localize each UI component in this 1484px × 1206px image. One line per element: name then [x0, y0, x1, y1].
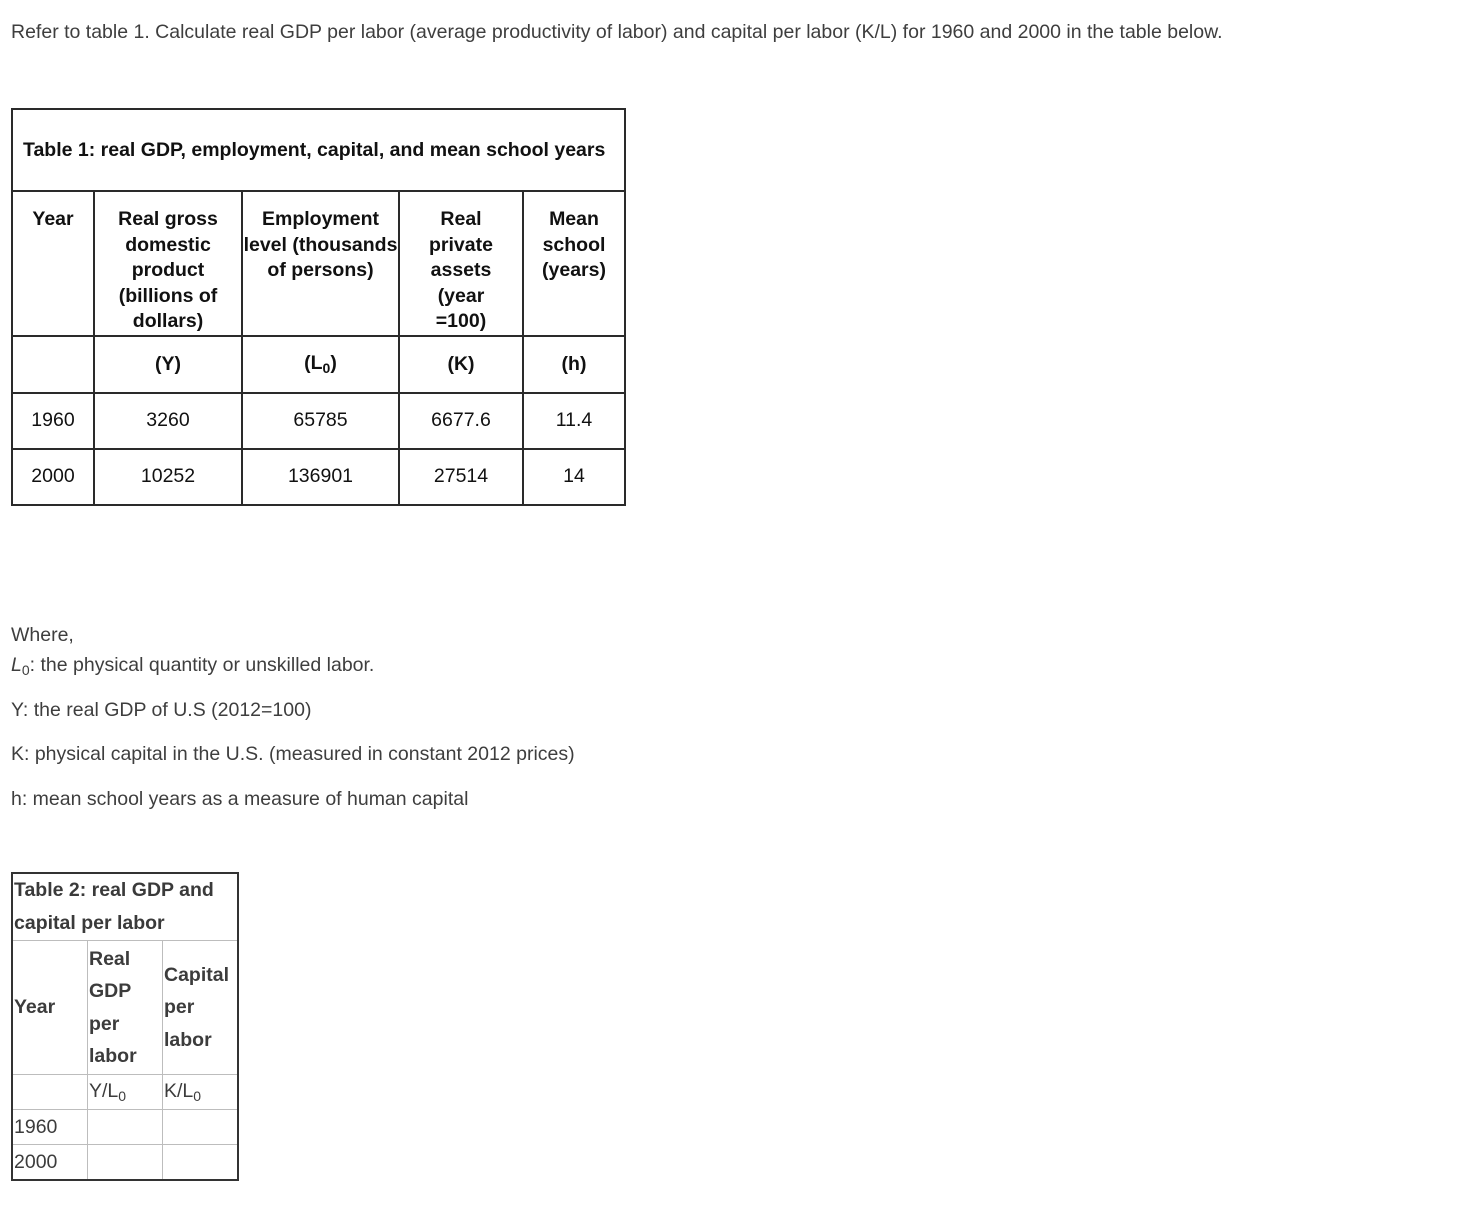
table-1-cell-l0: 136901 — [242, 449, 399, 505]
table-2 — [11, 872, 239, 1181]
table-1-cell-y: 10252 — [94, 449, 242, 505]
question-text: Refer to table 1. Calculate real GDP per labor (average productivity of labor) and capital per labor (K/L) for 1960 and 2000 in the table below. — [11, 21, 1223, 43]
table-1-cell-y: 3260 — [94, 393, 242, 449]
definition-h: h: mean school years as a measure of human capital — [11, 788, 469, 810]
table-row — [12, 1145, 238, 1181]
table-1-symbol-row — [12, 336, 625, 393]
table-2-cell-capital-per-labor[interactable] — [163, 1145, 239, 1181]
table-1-symbol-l0: $(L_0)$ — [242, 336, 399, 393]
table-1-cell-l0: 65785 — [242, 393, 399, 449]
table-1-header-assets: Real private assets (year =100) — [399, 191, 523, 336]
table-2-header-year: Year — [12, 941, 88, 1075]
table-1-symbol-y: (Y) — [94, 336, 242, 393]
definitions-where: Where, — [11, 624, 74, 646]
table-1-cell-k: 6677.6 — [399, 393, 523, 449]
table-2-header-capital-per-labor: Capital per labor — [163, 941, 239, 1075]
table-1-cell-year: 1960 — [12, 393, 94, 449]
table-row — [12, 449, 625, 505]
table-2-cell-year: 1960 — [12, 1110, 88, 1145]
table-1-header-row — [12, 191, 625, 336]
table-2-symbol-y-l: $Y/L_0$ — [88, 1075, 163, 1110]
table-1-cell-h: 11.4 — [523, 393, 625, 449]
table-2-header-gdp-per-labor: Real GDP per labor — [88, 941, 163, 1075]
table-1-header-employment: Employment level (thousands of persons) — [242, 191, 399, 336]
table-1-header-year: Year — [12, 191, 94, 336]
table-2-cell-year: 2000 — [12, 1145, 88, 1181]
table-2-symbol-k-l: $K/L_0$ — [163, 1075, 239, 1110]
table-1 — [11, 108, 626, 506]
definition-y: Y: the real GDP of U.S (2012=100) — [11, 699, 312, 721]
table-1-cell-k: 27514 — [399, 449, 523, 505]
table-1-cell-h: 14 — [523, 449, 625, 505]
definition-l0: $L_0$: the physical quantity or unskilled labor. — [11, 654, 375, 678]
table-1-symbol-k: (K) — [399, 336, 523, 393]
table-2-symbol-row — [12, 1075, 238, 1110]
table-2-cell-gdp-per-labor[interactable] — [88, 1110, 163, 1145]
table-row — [12, 393, 625, 449]
table-1-symbol-h: (h) — [523, 336, 625, 393]
table-1-header-gdp: Real gross domestic product (billions of dollars) — [94, 191, 242, 336]
table-2-header-row — [12, 941, 238, 1075]
definition-k: K: physical capital in the U.S. (measured in constant 2012 prices) — [11, 743, 575, 765]
table-1-symbol-empty — [12, 336, 94, 393]
table-2-title: Table 2: real GDP and capital per labor — [12, 873, 238, 941]
table-1-header-school: Mean school (years) — [523, 191, 625, 336]
table-1-title: Table 1: real GDP, employment, capital, and mean school years — [12, 109, 625, 191]
table-2-title-row — [12, 873, 238, 941]
table-row — [12, 1110, 238, 1145]
table-2-cell-capital-per-labor[interactable] — [163, 1110, 239, 1145]
table-1-cell-year: 2000 — [12, 449, 94, 505]
table-1-title-row — [12, 109, 625, 191]
table-2-cell-gdp-per-labor[interactable] — [88, 1145, 163, 1181]
table-2-symbol-empty — [12, 1075, 88, 1110]
